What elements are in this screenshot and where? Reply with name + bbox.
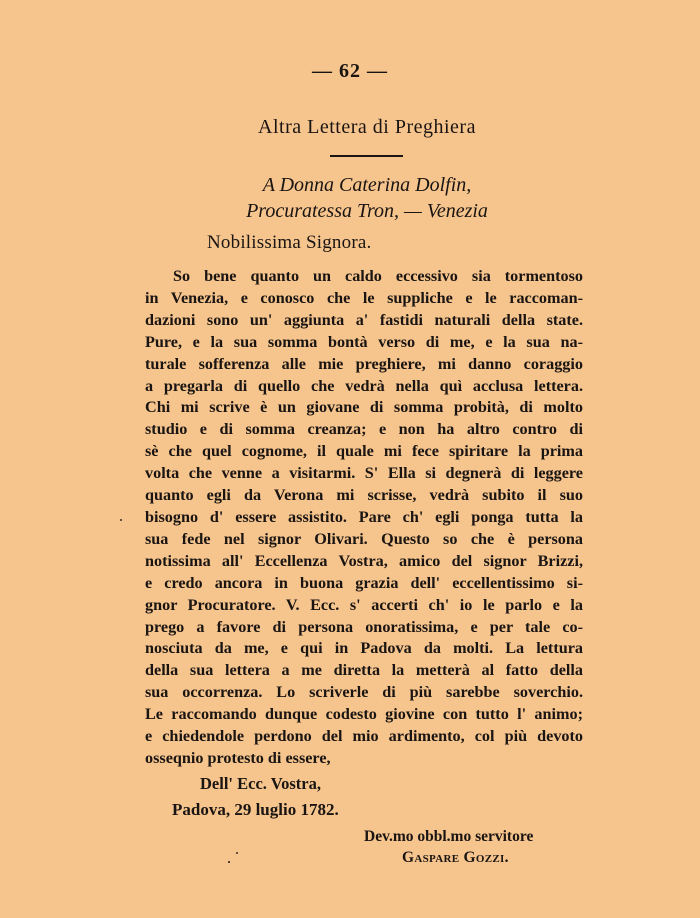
signoff-line: Dev.mo obbl.mo servitore bbox=[364, 828, 534, 845]
body-line: nosciuta da me, e qui in Padova da molti. La lettura bbox=[145, 639, 583, 658]
body-line: studio e di somma creanza; e non ha altro contro di bbox=[145, 420, 583, 439]
place-date: Padova, 29 luglio 1782. bbox=[172, 800, 339, 819]
signoff-block bbox=[364, 826, 533, 868]
body-line: della sua lettera a me diretta la metterà al fatto della bbox=[145, 661, 583, 680]
body-line: volta che venne a visitarmi. S' Ella si degnerà di leggere bbox=[145, 464, 583, 483]
body-line: Chi mi scrive è un giovane di somma probità, di molto bbox=[145, 398, 583, 417]
body-line: sua occorrenza. Lo scriverle di più sarebbe soverchio. bbox=[145, 683, 583, 702]
body-line: Le raccomando dunque codesto giovine con tutto l' animo; bbox=[145, 705, 583, 724]
ink-speck bbox=[228, 861, 230, 863]
body-line: Pure, e la sua somma bontà verso di me, e la sua na- bbox=[145, 332, 583, 351]
letter-body bbox=[145, 266, 583, 770]
ink-speck bbox=[236, 852, 238, 854]
body-line: So bene quanto un caldo eccessivo sia tormentoso bbox=[173, 267, 583, 285]
addressee-line-1: A Donna Caterina Dolfin, bbox=[262, 174, 472, 196]
page-number: — 62 — bbox=[312, 60, 388, 82]
letter-title: Altra Lettera di Preghiera bbox=[258, 116, 476, 138]
body-line: quanto egli da Verona mi scrisse, vedrà subito il suo bbox=[145, 486, 583, 505]
body-line: prego a favore di persona onoratissima, e per tale co- bbox=[145, 617, 583, 636]
body-line: notissima all' Eccellenza Vostra, amico del signor Brizzi, bbox=[145, 551, 583, 570]
body-line: e credo ancora in buona grazia dell' eccellentissimo si- bbox=[145, 573, 583, 592]
body-line: sua fede nel signor Olivari. Questo so che è persona bbox=[145, 529, 583, 548]
signature: Gaspare Gozzi. bbox=[402, 849, 509, 866]
salutation: Nobilissima Signora. bbox=[207, 232, 372, 253]
body-line: bisogno d' essere assistito. Pare ch' egli ponga tutta la bbox=[145, 507, 583, 526]
body-line: in Venezia, e conosco che le suppliche e le raccoman- bbox=[145, 288, 583, 307]
body-line: a pregarla di quello che vedrà nella quì acclusa lettera. bbox=[145, 376, 583, 395]
ink-speck bbox=[120, 519, 122, 521]
body-line: dazioni sono un' aggiunta a' fastidi naturali della state. bbox=[145, 310, 583, 329]
addressee-block bbox=[0, 172, 700, 224]
closing-formula: Dell' Ecc. Vostra, bbox=[200, 774, 321, 793]
body-line: gnor Procuratore. V. Ecc. s' accerti ch' io le parlo e la bbox=[145, 595, 583, 614]
body-line: sè che quel cognome, il quale mi fece spiritare la prima bbox=[145, 442, 583, 461]
addressee-line-2: Procuratessa Tron, — Venezia bbox=[246, 200, 488, 222]
body-line: e chiedendole perdono del mio ardimento, col più devoto bbox=[145, 727, 583, 746]
body-line: turale sofferenza alle mie preghiere, mi danno coraggio bbox=[145, 354, 583, 373]
body-line: osseqnio protesto di essere, bbox=[145, 748, 331, 767]
title-divider bbox=[330, 155, 403, 157]
